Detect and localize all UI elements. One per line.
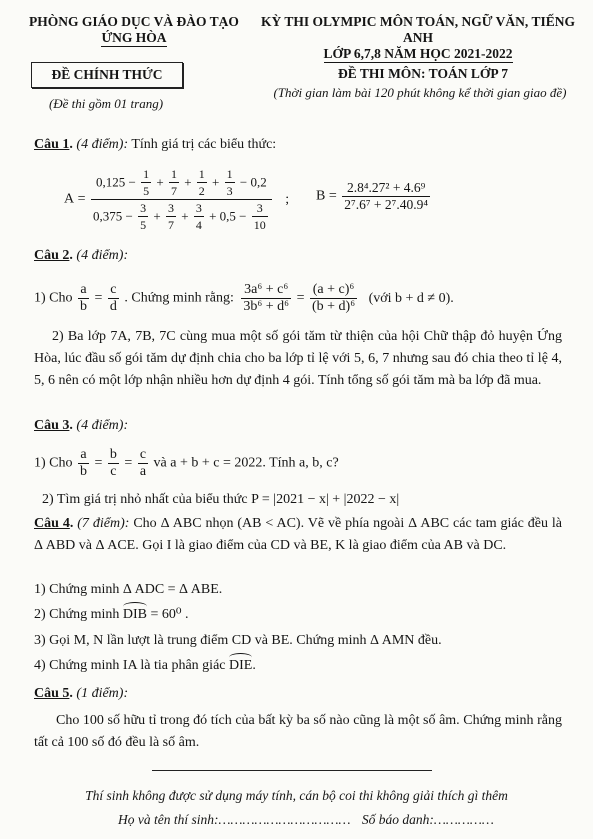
footer-divider bbox=[152, 770, 432, 771]
q3-label: Câu 3 bbox=[34, 418, 70, 433]
q1-points: (4 điểm): bbox=[76, 137, 129, 152]
org-name bbox=[10, 14, 258, 47]
footer-note: Thí sinh không được sử dụng máy tính, cán bộ coi thi không giải thích gì thêm bbox=[85, 788, 508, 803]
exam-title bbox=[250, 14, 586, 63]
q3-part-1: 1) Cho $\frac{a}{b}$ = $\frac{b}{c}$ = $\frac{c}{a}$ và a + b + c = 2022. Tính a, b, c? bbox=[34, 447, 339, 479]
q4-part-3: 3) Gọi M, N lần lượt là trung điểm CD và BE. Chứng minh Δ AMN đều. bbox=[34, 633, 442, 648]
q2-heading: Câu 2. (4 điểm): bbox=[34, 248, 129, 263]
q4-points: (7 điểm): bbox=[77, 516, 130, 531]
expr-b-name: B bbox=[316, 188, 326, 204]
q3-part-2: 2) Tìm giá trị nhỏ nhất của biểu thức P = |2021 − x| + |2022 − x| bbox=[42, 492, 400, 507]
q2-points: (4 điểm): bbox=[76, 248, 129, 263]
org-line-1: PHÒNG GIÁO DỤC VÀ ĐÀO TẠO bbox=[29, 14, 239, 29]
q4-part-4: 4) Chứng minh IA là tia phân giác DIE. bbox=[34, 658, 256, 673]
expr-a-fraction bbox=[91, 166, 272, 233]
expr-a-name: A bbox=[64, 191, 75, 207]
exam-title-line-1: KỲ THI OLYMPIC MÔN TOÁN, NGỮ VĂN, TIẾNG ANH bbox=[261, 14, 575, 45]
footer-candidate-info bbox=[118, 812, 494, 828]
expr-a-numerator: 0,125 − $\frac{1}{5}$ + $\frac{1}{7}$ + $\frac{1}{2}$ + $\frac{1}{3}$ − 0,2 bbox=[96, 167, 267, 198]
angle-dib: DIB bbox=[122, 607, 147, 622]
q4-label: Câu 4 bbox=[34, 516, 70, 531]
q3-points: (4 điểm): bbox=[76, 418, 129, 433]
q5-heading: Câu 5. (1 điểm): bbox=[34, 686, 129, 701]
q5-points: (1 điểm): bbox=[76, 686, 129, 701]
exam-title-line-2: LỚP 6,7,8 NĂM HỌC 2021-2022 bbox=[323, 46, 513, 61]
expression-b: B = $\frac{\text{2.8⁴.27² + 4.6⁹}}{\text{2⁷.6⁷ + 2⁷.40.9⁴}}$ bbox=[316, 180, 429, 212]
q1-heading: Câu 1. (4 điểm): Tính giá trị các biểu thức: bbox=[34, 137, 277, 152]
candidate-id-field: Số báo danh:…………… bbox=[361, 812, 494, 827]
q2-label: Câu 2 bbox=[34, 248, 70, 263]
expression-a: A = 0,125 − $\frac{1}{5}$ + $\frac{1}{7}$ + $\frac{1}{2}$ + $\frac{1}{3}$ − 0,2 0,375 − $\frac{3}{5}$ + $\frac{3}{7}$ + $\frac{3}{4}$ + 0,5 − $\frac{3}{10}$ ; bbox=[64, 167, 290, 232]
candidate-name-field: Họ và tên thí sinh:…………………………… bbox=[118, 812, 351, 827]
q4-intro-block: Câu 4. (7 điểm): Cho Δ ABC nhọn (AB < AC). Vẽ về phía ngoài Δ ABC các tam giác đều là Δ ABD và Δ ACE. Gọi I là giao điểm của CD và BE, K là giao điểm của AB và DC. bbox=[34, 516, 563, 553]
expr-b-denominator: 2⁷.6⁷ + 2⁷.40.9⁴ bbox=[344, 197, 429, 212]
expr-b-numerator: 2.8⁴.27² + 4.6⁹ bbox=[346, 180, 426, 195]
q5-label: Câu 5 bbox=[34, 686, 70, 701]
q4-part-2: 2) Chứng minh DIB = 60⁰ . bbox=[34, 607, 189, 622]
q1-text: Tính giá trị các biểu thức: bbox=[131, 137, 277, 152]
q5-text: Cho 100 số hữu tỉ trong đó tích của bất kỳ ba số nào cũng là một số âm. Chứng minh rằng tất cả 100 số đó đều là số âm. bbox=[34, 713, 562, 750]
angle-die: DIE bbox=[229, 658, 253, 673]
expr-b-fraction bbox=[342, 180, 430, 213]
q3-heading: Câu 3. (4 điểm): bbox=[34, 418, 129, 433]
org-line-2: ỨNG HÒA bbox=[101, 30, 167, 45]
subject-title: ĐỀ THI MÔN: TOÁN LỚP 7 bbox=[338, 66, 508, 81]
time-note: (Thời gian làm bài 120 phút không kể thời gian giao đề) bbox=[273, 85, 567, 100]
expr-a-denominator: 0,375 − $\frac{3}{5}$ + $\frac{3}{7}$ + $\frac{3}{4}$ + 0,5 − $\frac{3}{10}$ bbox=[91, 199, 272, 233]
q4-intro: Cho Δ ABC nhọn (AB < AC). Vẽ về phía ngoài Δ ABC các tam giác đều là Δ ABD và Δ ACE. Gọi I là giao điểm của CD và BE, K là giao điểm của AB và DC. bbox=[34, 516, 563, 553]
official-exam-box bbox=[31, 62, 183, 88]
q1-label: Câu 1 bbox=[34, 137, 70, 152]
q4-part-1: 1) Chứng minh Δ ADC = Δ ABE. bbox=[34, 582, 223, 597]
official-exam-label: ĐỀ CHÍNH THỨC bbox=[51, 67, 163, 82]
q2-part-2: 2) Ba lớp 7A, 7B, 7C cùng mua một số gói tăm từ thiện của hội Chữ thập đỏ huyện Ứng Hòa, lúc đầu số gói tăm dự định chia cho ba lớp tỉ lệ với 5, 6, 7 nhưng sau đó chia theo tỉ lệ 4, 5, 6 nên có một lớp nhận nhiều hơn dự định 4 gói. Tính tổng số gói tăm mà ba lớp đã mua. bbox=[34, 329, 562, 388]
q2-part-1: 1) Cho $\frac{a}{b}$ = $\frac{c}{d}$ . Chứng minh rằng: $\frac{\text{3a⁶ + c⁶}}{\text{3b⁶ + d⁶}}$ = $\frac{\text{(a + c)⁶}}{\text{(b + d)⁶}}$ (với b + d ≠ 0). bbox=[34, 282, 454, 314]
pages-note: (Đề thi gồm 01 trang) bbox=[48, 96, 164, 111]
